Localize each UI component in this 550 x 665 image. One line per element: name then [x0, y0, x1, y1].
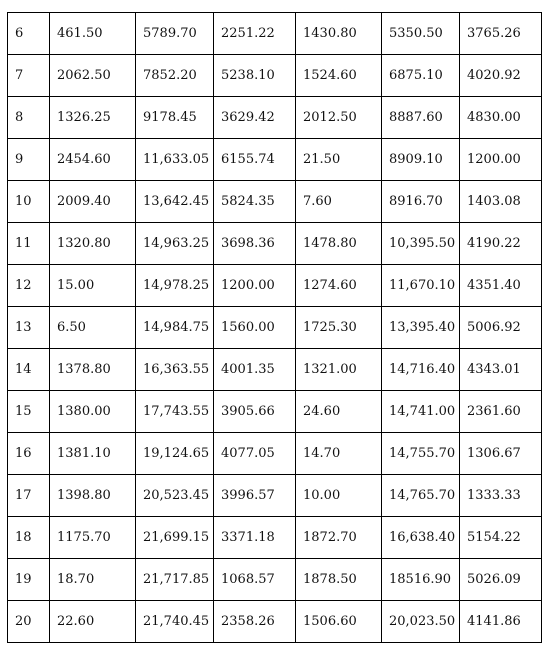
table-cell: 5238.10 — [214, 55, 296, 97]
row-index-cell: 6 — [8, 13, 50, 55]
table-cell: 1321.00 — [296, 349, 382, 391]
table-cell: 5154.22 — [460, 517, 542, 559]
table-cell: 3765.26 — [460, 13, 542, 55]
table-cell: 5006.92 — [460, 307, 542, 349]
row-index-cell: 7 — [8, 55, 50, 97]
table-cell: 7852.20 — [136, 55, 214, 97]
table-cell: 10,395.50 — [382, 223, 460, 265]
table-cell: 4020.92 — [460, 55, 542, 97]
table-cell: 6.50 — [50, 307, 136, 349]
table-cell: 8916.70 — [382, 181, 460, 223]
row-index-cell: 19 — [8, 559, 50, 601]
table-cell: 20,523.45 — [136, 475, 214, 517]
table-cell: 3996.57 — [214, 475, 296, 517]
table-cell: 1878.50 — [296, 559, 382, 601]
row-index-cell: 14 — [8, 349, 50, 391]
table-cell: 1524.60 — [296, 55, 382, 97]
table-cell: 1068.57 — [214, 559, 296, 601]
table-cell: 11,670.10 — [382, 265, 460, 307]
table-cell: 14,765.70 — [382, 475, 460, 517]
table-cell: 22.60 — [50, 601, 136, 643]
table-cell: 1333.33 — [460, 475, 542, 517]
table-cell: 1175.70 — [50, 517, 136, 559]
table-row — [8, 55, 542, 97]
table-cell: 1398.80 — [50, 475, 136, 517]
table-cell: 18.70 — [50, 559, 136, 601]
table-row — [8, 223, 542, 265]
table-cell: 8887.60 — [382, 97, 460, 139]
table-cell: 5350.50 — [382, 13, 460, 55]
table-cell: 5026.09 — [460, 559, 542, 601]
table-cell: 13,395.40 — [382, 307, 460, 349]
table-cell: 4343.01 — [460, 349, 542, 391]
data-table — [7, 12, 542, 643]
table-cell: 2012.50 — [296, 97, 382, 139]
table-cell: 16,363.55 — [136, 349, 214, 391]
table-cell: 1200.00 — [214, 265, 296, 307]
table-cell: 14.70 — [296, 433, 382, 475]
row-index-cell: 12 — [8, 265, 50, 307]
table-row — [8, 559, 542, 601]
table-cell: 14,963.25 — [136, 223, 214, 265]
table-cell: 2454.60 — [50, 139, 136, 181]
row-index-cell: 20 — [8, 601, 50, 643]
table-cell: 3629.42 — [214, 97, 296, 139]
table-cell: 14,741.00 — [382, 391, 460, 433]
row-index-cell: 11 — [8, 223, 50, 265]
table-cell: 15.00 — [50, 265, 136, 307]
table-row — [8, 349, 542, 391]
table-cell: 1506.60 — [296, 601, 382, 643]
table-row — [8, 601, 542, 643]
row-index-cell: 13 — [8, 307, 50, 349]
table-row — [8, 391, 542, 433]
table-cell: 19,124.65 — [136, 433, 214, 475]
table-cell: 9178.45 — [136, 97, 214, 139]
table-cell: 10.00 — [296, 475, 382, 517]
table-cell: 1725.30 — [296, 307, 382, 349]
table-cell: 4190.22 — [460, 223, 542, 265]
table-cell: 24.60 — [296, 391, 382, 433]
table-cell: 5824.35 — [214, 181, 296, 223]
table-cell: 1478.80 — [296, 223, 382, 265]
table-cell: 4001.35 — [214, 349, 296, 391]
table-cell: 1380.00 — [50, 391, 136, 433]
table-cell: 2009.40 — [50, 181, 136, 223]
table-cell: 1872.70 — [296, 517, 382, 559]
table-cell: 21,699.15 — [136, 517, 214, 559]
table-cell: 2062.50 — [50, 55, 136, 97]
table-row — [8, 433, 542, 475]
table-cell: 1381.10 — [50, 433, 136, 475]
table-cell: 13,642.45 — [136, 181, 214, 223]
table-cell: 5789.70 — [136, 13, 214, 55]
table-cell: 21,717.85 — [136, 559, 214, 601]
table-cell: 2361.60 — [460, 391, 542, 433]
table-cell: 3371.18 — [214, 517, 296, 559]
table-cell: 14,984.75 — [136, 307, 214, 349]
table-cell: 4077.05 — [214, 433, 296, 475]
table-row — [8, 181, 542, 223]
table-cell: 8909.10 — [382, 139, 460, 181]
table-row — [8, 97, 542, 139]
row-index-cell: 10 — [8, 181, 50, 223]
table-cell: 3905.66 — [214, 391, 296, 433]
table-cell: 20,023.50 — [382, 601, 460, 643]
table-cell: 1320.80 — [50, 223, 136, 265]
table-cell: 4830.00 — [460, 97, 542, 139]
table-cell: 1306.67 — [460, 433, 542, 475]
table-cell: 4351.40 — [460, 265, 542, 307]
table-cell: 1378.80 — [50, 349, 136, 391]
table-row — [8, 475, 542, 517]
table-cell: 7.60 — [296, 181, 382, 223]
table-cell: 17,743.55 — [136, 391, 214, 433]
table-cell: 14,755.70 — [382, 433, 460, 475]
table-row — [8, 307, 542, 349]
row-index-cell: 9 — [8, 139, 50, 181]
table-row — [8, 139, 542, 181]
table-cell: 21.50 — [296, 139, 382, 181]
table-cell: 14,978.25 — [136, 265, 214, 307]
table-cell: 1200.00 — [460, 139, 542, 181]
table-row — [8, 517, 542, 559]
table-cell: 4141.86 — [460, 601, 542, 643]
table-cell: 14,716.40 — [382, 349, 460, 391]
table-cell: 21,740.45 — [136, 601, 214, 643]
table-cell: 1274.60 — [296, 265, 382, 307]
table-body — [8, 13, 542, 643]
table-cell: 6875.10 — [382, 55, 460, 97]
table-cell: 2251.22 — [214, 13, 296, 55]
table-cell: 2358.26 — [214, 601, 296, 643]
row-index-cell: 8 — [8, 97, 50, 139]
table-cell: 461.50 — [50, 13, 136, 55]
row-index-cell: 18 — [8, 517, 50, 559]
row-index-cell: 17 — [8, 475, 50, 517]
table-cell: 11,633.05 — [136, 139, 214, 181]
table-cell: 18516.90 — [382, 559, 460, 601]
table-cell: 6155.74 — [214, 139, 296, 181]
row-index-cell: 16 — [8, 433, 50, 475]
table-cell: 16,638.40 — [382, 517, 460, 559]
table-cell: 1403.08 — [460, 181, 542, 223]
table-row — [8, 265, 542, 307]
table-cell: 1430.80 — [296, 13, 382, 55]
table-cell: 1560.00 — [214, 307, 296, 349]
row-index-cell: 15 — [8, 391, 50, 433]
table-row — [8, 13, 542, 55]
table-cell: 1326.25 — [50, 97, 136, 139]
table-cell: 3698.36 — [214, 223, 296, 265]
